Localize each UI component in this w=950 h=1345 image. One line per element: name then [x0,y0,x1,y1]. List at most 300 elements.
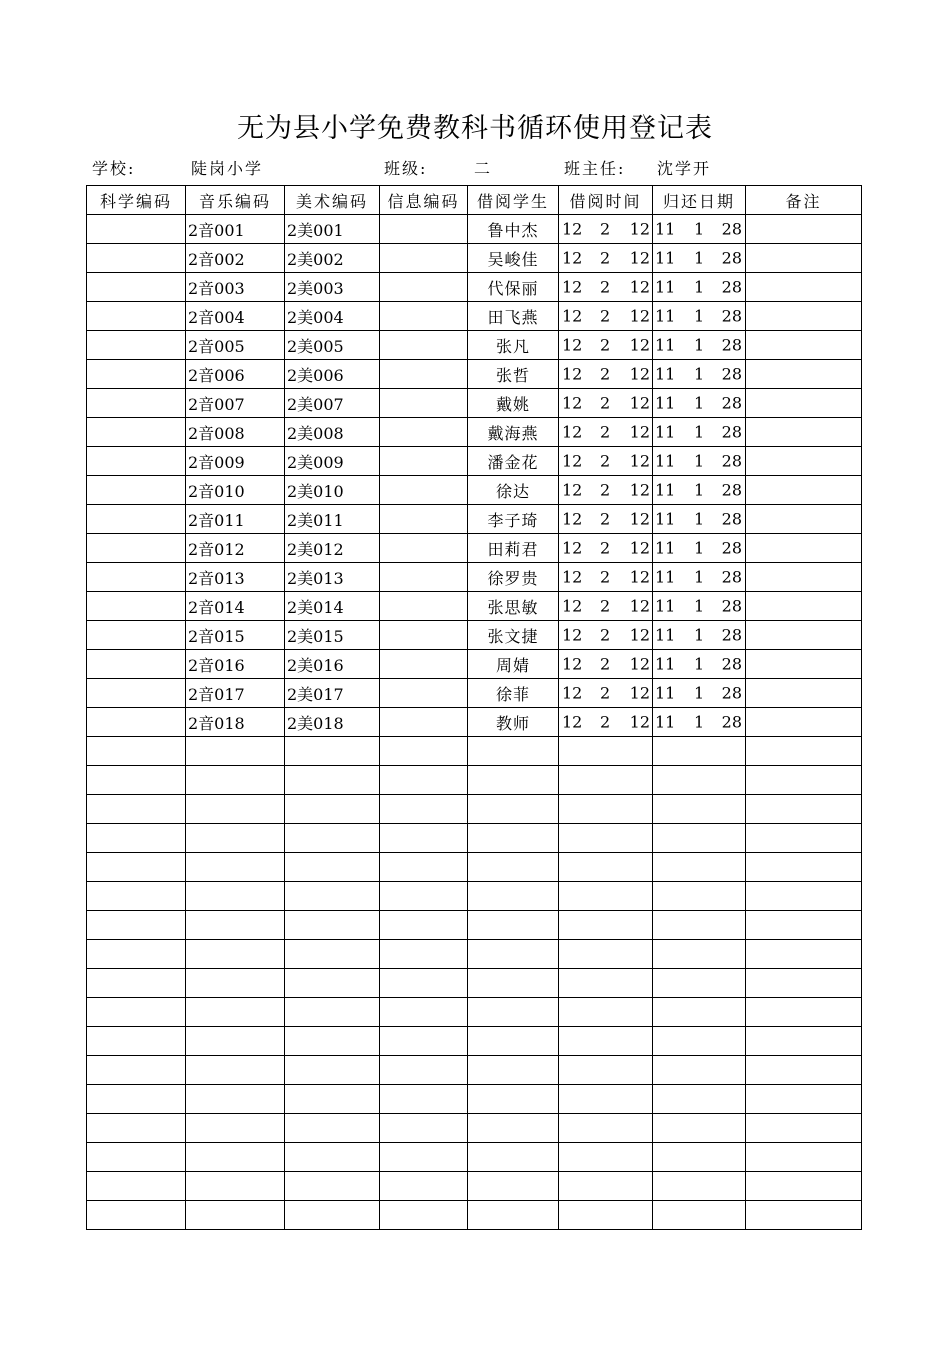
borrow-date-cell [559,1114,653,1143]
science-code-cell [87,360,186,389]
borrow-date-cell [559,563,653,592]
borrow-date-cell [559,621,653,650]
date-part: 12 [629,335,650,355]
date-part: 1 [694,248,705,268]
student-name-cell: 田飞燕 [468,302,559,331]
science-code-cell [87,650,186,679]
art-code-cell: 2美010 [285,476,380,505]
music-code-cell [186,1056,285,1085]
music-code-cell [186,998,285,1027]
date-part: 12 [562,712,583,732]
date-part: 28 [721,364,742,384]
date-part: 2 [600,596,611,616]
borrow-date-cell [559,824,653,853]
borrow-date-cell [559,476,653,505]
date-part: 1 [694,480,705,500]
remarks-cell [746,940,862,969]
date-part: 12 [629,219,650,239]
info-code-cell [380,331,468,360]
science-code-cell [87,1201,186,1230]
return-date-cell [653,389,746,418]
info-code-cell [380,563,468,592]
borrow-date-cell [559,331,653,360]
date-part: 2 [600,451,611,471]
info-code-cell [380,679,468,708]
student-name-cell: 张哲 [468,360,559,389]
art-code-cell: 2美009 [285,447,380,476]
art-code-cell [285,795,380,824]
art-code-cell [285,1085,380,1114]
student-name-cell [468,969,559,998]
science-code-cell [87,534,186,563]
science-code-cell [87,911,186,940]
music-code-cell [186,1172,285,1201]
borrow-date-cell [559,273,653,302]
teacher-label: 班主任: [564,159,626,178]
date-part: 11 [655,306,676,326]
borrow-date-cell [559,650,653,679]
return-date-cell [653,505,746,534]
student-name-cell: 徐罗贵 [468,563,559,592]
borrow-date-cell [559,447,653,476]
info-code-cell [380,447,468,476]
date-part: 12 [629,422,650,442]
table-row [87,563,862,592]
remarks-cell [746,853,862,882]
borrow-date-cell [559,911,653,940]
borrow-date-cell [559,998,653,1027]
art-code-cell: 2美017 [285,679,380,708]
science-code-cell [87,244,186,273]
science-code-cell [87,215,186,244]
table-row-empty [87,1114,862,1143]
date-part: 12 [562,683,583,703]
table-row [87,360,862,389]
music-code-cell [186,766,285,795]
remarks-cell [746,505,862,534]
art-code-cell: 2美008 [285,418,380,447]
art-code-cell: 2美014 [285,592,380,621]
return-date-cell [653,737,746,766]
student-name-cell [468,911,559,940]
student-name-cell: 张文捷 [468,621,559,650]
remarks-cell [746,418,862,447]
borrow-date-cell [559,244,653,273]
borrow-date-cell [559,679,653,708]
date-part: 28 [721,509,742,529]
info-code-cell [380,1056,468,1085]
info-code-cell [380,360,468,389]
music-code-cell: 2音002 [186,244,285,273]
date-part: 12 [562,248,583,268]
art-code-cell [285,737,380,766]
date-part: 11 [655,248,676,268]
table-row [87,273,862,302]
student-name-cell: 田莉君 [468,534,559,563]
science-code-cell [87,795,186,824]
art-code-cell: 2美012 [285,534,380,563]
remarks-cell [746,273,862,302]
remarks-cell [746,360,862,389]
date-part: 1 [694,683,705,703]
info-code-cell [380,650,468,679]
remarks-cell [746,824,862,853]
science-code-cell [87,969,186,998]
return-date-cell [653,650,746,679]
borrow-date-cell [559,1085,653,1114]
date-part: 12 [562,422,583,442]
music-code-cell: 2音001 [186,215,285,244]
borrow-date-cell [559,969,653,998]
date-part: 1 [694,277,705,297]
music-code-cell [186,1085,285,1114]
table-row-empty [87,766,862,795]
remarks-cell [746,592,862,621]
science-code-cell [87,331,186,360]
remarks-cell [746,1027,862,1056]
date-part: 12 [629,393,650,413]
return-date-cell [653,273,746,302]
info-code-cell [380,592,468,621]
date-part: 12 [629,596,650,616]
date-part: 28 [721,393,742,413]
date-part: 1 [694,625,705,645]
table-row [87,534,862,563]
date-part: 12 [629,654,650,674]
return-date-cell [653,998,746,1027]
art-code-cell: 2美005 [285,331,380,360]
date-part: 11 [655,567,676,587]
date-part: 1 [694,219,705,239]
date-part: 1 [694,422,705,442]
return-date-cell [653,1085,746,1114]
borrow-date-cell [559,1201,653,1230]
info-code-cell [380,1027,468,1056]
return-date-cell [653,447,746,476]
info-code-cell [380,853,468,882]
student-name-cell [468,1085,559,1114]
borrow-date-cell [559,360,653,389]
music-code-cell [186,1143,285,1172]
date-part: 28 [721,335,742,355]
date-part: 12 [562,567,583,587]
remarks-cell [746,447,862,476]
remarks-cell [746,476,862,505]
borrow-date-cell [559,1172,653,1201]
return-date-cell [653,940,746,969]
date-part: 12 [562,509,583,529]
return-date-cell [653,1172,746,1201]
date-part: 2 [600,683,611,703]
music-code-cell: 2音013 [186,563,285,592]
info-code-cell [380,418,468,447]
music-code-cell: 2音003 [186,273,285,302]
student-name-cell: 戴姚 [468,389,559,418]
info-code-cell [380,273,468,302]
date-part: 11 [655,509,676,529]
date-part: 12 [629,306,650,326]
student-name-cell [468,882,559,911]
music-code-cell [186,737,285,766]
student-name-cell: 吴峻佳 [468,244,559,273]
date-part: 12 [562,538,583,558]
return-date-cell [653,853,746,882]
science-code-cell [87,679,186,708]
art-code-cell: 2美006 [285,360,380,389]
date-part: 2 [600,509,611,529]
table-row [87,592,862,621]
student-name-cell [468,824,559,853]
return-date-cell [653,418,746,447]
remarks-cell [746,1143,862,1172]
date-part: 28 [721,567,742,587]
date-part: 28 [721,451,742,471]
date-part: 11 [655,422,676,442]
date-part: 28 [721,248,742,268]
date-part: 11 [655,596,676,616]
date-part: 2 [600,277,611,297]
header-remarks: 备注 [746,186,862,215]
date-part: 11 [655,654,676,674]
art-code-cell: 2美013 [285,563,380,592]
date-part: 2 [600,393,611,413]
science-code-cell [87,476,186,505]
art-code-cell: 2美016 [285,650,380,679]
date-part: 28 [721,625,742,645]
music-code-cell [186,824,285,853]
science-code-cell [87,1027,186,1056]
music-code-cell: 2音012 [186,534,285,563]
student-name-cell: 周婧 [468,650,559,679]
borrow-date-cell [559,940,653,969]
student-name-cell: 潘金花 [468,447,559,476]
table-row-empty [87,1143,862,1172]
art-code-cell: 2美018 [285,708,380,737]
date-part: 11 [655,364,676,384]
register-table [86,185,862,1230]
student-name-cell: 代保丽 [468,273,559,302]
art-code-cell [285,1143,380,1172]
borrow-date-cell [559,708,653,737]
info-code-cell [380,708,468,737]
borrow-date-cell [559,592,653,621]
music-code-cell: 2音004 [186,302,285,331]
header-info-code: 信息编码 [380,186,468,215]
date-part: 1 [694,393,705,413]
music-code-cell: 2音008 [186,418,285,447]
info-code-cell [380,621,468,650]
remarks-cell [746,1172,862,1201]
class-value: 二 [474,159,493,178]
table-header-row [87,186,862,215]
table-row-empty [87,882,862,911]
return-date-cell [653,331,746,360]
table-row-empty [87,1085,862,1114]
remarks-cell [746,244,862,273]
student-name-cell [468,1056,559,1085]
date-part: 11 [655,451,676,471]
remarks-cell [746,795,862,824]
school-label: 学校: [92,159,136,178]
borrow-date-cell [559,389,653,418]
date-part: 1 [694,654,705,674]
art-code-cell [285,1056,380,1085]
date-part: 12 [629,277,650,297]
borrow-date-cell [559,215,653,244]
table-row [87,621,862,650]
remarks-cell [746,969,862,998]
date-part: 12 [562,335,583,355]
science-code-cell [87,853,186,882]
date-part: 2 [600,364,611,384]
science-code-cell [87,389,186,418]
art-code-cell: 2美007 [285,389,380,418]
date-part: 12 [562,625,583,645]
info-code-cell [380,969,468,998]
date-part: 11 [655,625,676,645]
header-borrow-date: 借阅时间 [559,186,653,215]
remarks-cell [746,534,862,563]
return-date-cell [653,244,746,273]
student-name-cell [468,1201,559,1230]
info-code-cell [380,1085,468,1114]
date-part: 1 [694,712,705,732]
return-date-cell [653,1201,746,1230]
date-part: 12 [629,538,650,558]
music-code-cell [186,1201,285,1230]
music-code-cell: 2音006 [186,360,285,389]
borrow-date-cell [559,505,653,534]
borrow-date-cell [559,795,653,824]
remarks-cell [746,998,862,1027]
student-name-cell [468,1172,559,1201]
art-code-cell [285,1027,380,1056]
date-part: 1 [694,509,705,529]
remarks-cell [746,1201,862,1230]
info-code-cell [380,302,468,331]
header-return-date: 归还日期 [653,186,746,215]
science-code-cell [87,708,186,737]
return-date-cell [653,534,746,563]
date-part: 12 [562,393,583,413]
date-part: 2 [600,538,611,558]
class-label: 班级: [384,159,428,178]
date-part: 12 [629,480,650,500]
borrow-date-cell [559,853,653,882]
student-name-cell [468,998,559,1027]
remarks-cell [746,882,862,911]
science-code-cell [87,505,186,534]
date-part: 11 [655,480,676,500]
info-code-cell [380,737,468,766]
table-row-empty [87,1201,862,1230]
remarks-cell [746,389,862,418]
table-row-empty [87,1027,862,1056]
borrow-date-cell [559,1143,653,1172]
info-code-cell [380,1114,468,1143]
return-date-cell [653,302,746,331]
art-code-cell [285,824,380,853]
date-part: 2 [600,219,611,239]
science-code-cell [87,1114,186,1143]
science-code-cell [87,737,186,766]
date-part: 12 [562,306,583,326]
date-part: 28 [721,306,742,326]
return-date-cell [653,360,746,389]
science-code-cell [87,1056,186,1085]
return-date-cell [653,1056,746,1085]
music-code-cell [186,795,285,824]
return-date-cell [653,621,746,650]
art-code-cell: 2美015 [285,621,380,650]
date-part: 2 [600,567,611,587]
date-part: 12 [562,364,583,384]
student-name-cell [468,1027,559,1056]
date-part: 12 [629,451,650,471]
table-row [87,650,862,679]
date-part: 28 [721,712,742,732]
date-part: 28 [721,654,742,674]
table-row [87,302,862,331]
borrow-date-cell [559,1056,653,1085]
date-part: 12 [562,654,583,674]
date-part: 12 [629,625,650,645]
date-part: 12 [562,451,583,471]
return-date-cell [653,1114,746,1143]
return-date-cell [653,795,746,824]
student-name-cell [468,1114,559,1143]
music-code-cell: 2音009 [186,447,285,476]
table-row [87,679,862,708]
music-code-cell [186,1027,285,1056]
art-code-cell [285,969,380,998]
date-part: 11 [655,538,676,558]
student-name-cell: 戴海燕 [468,418,559,447]
borrow-date-cell [559,302,653,331]
date-part: 12 [562,219,583,239]
info-code-cell [380,1143,468,1172]
table-row-empty [87,824,862,853]
remarks-cell [746,302,862,331]
remarks-cell [746,708,862,737]
student-name-cell: 张凡 [468,331,559,360]
return-date-cell [653,708,746,737]
date-part: 12 [629,567,650,587]
music-code-cell [186,969,285,998]
music-code-cell: 2音016 [186,650,285,679]
return-date-cell [653,882,746,911]
info-code-cell [380,766,468,795]
info-code-cell [380,476,468,505]
art-code-cell [285,1114,380,1143]
science-code-cell [87,1143,186,1172]
header-science-code: 科学编码 [87,186,186,215]
table-row [87,331,862,360]
date-part: 12 [629,509,650,529]
music-code-cell: 2音005 [186,331,285,360]
art-code-cell [285,911,380,940]
table-row-empty [87,853,862,882]
remarks-cell [746,737,862,766]
art-code-cell [285,766,380,795]
music-code-cell: 2音017 [186,679,285,708]
student-name-cell [468,795,559,824]
borrow-date-cell [559,418,653,447]
date-part: 28 [721,538,742,558]
science-code-cell [87,882,186,911]
borrow-date-cell [559,1027,653,1056]
date-part: 2 [600,248,611,268]
